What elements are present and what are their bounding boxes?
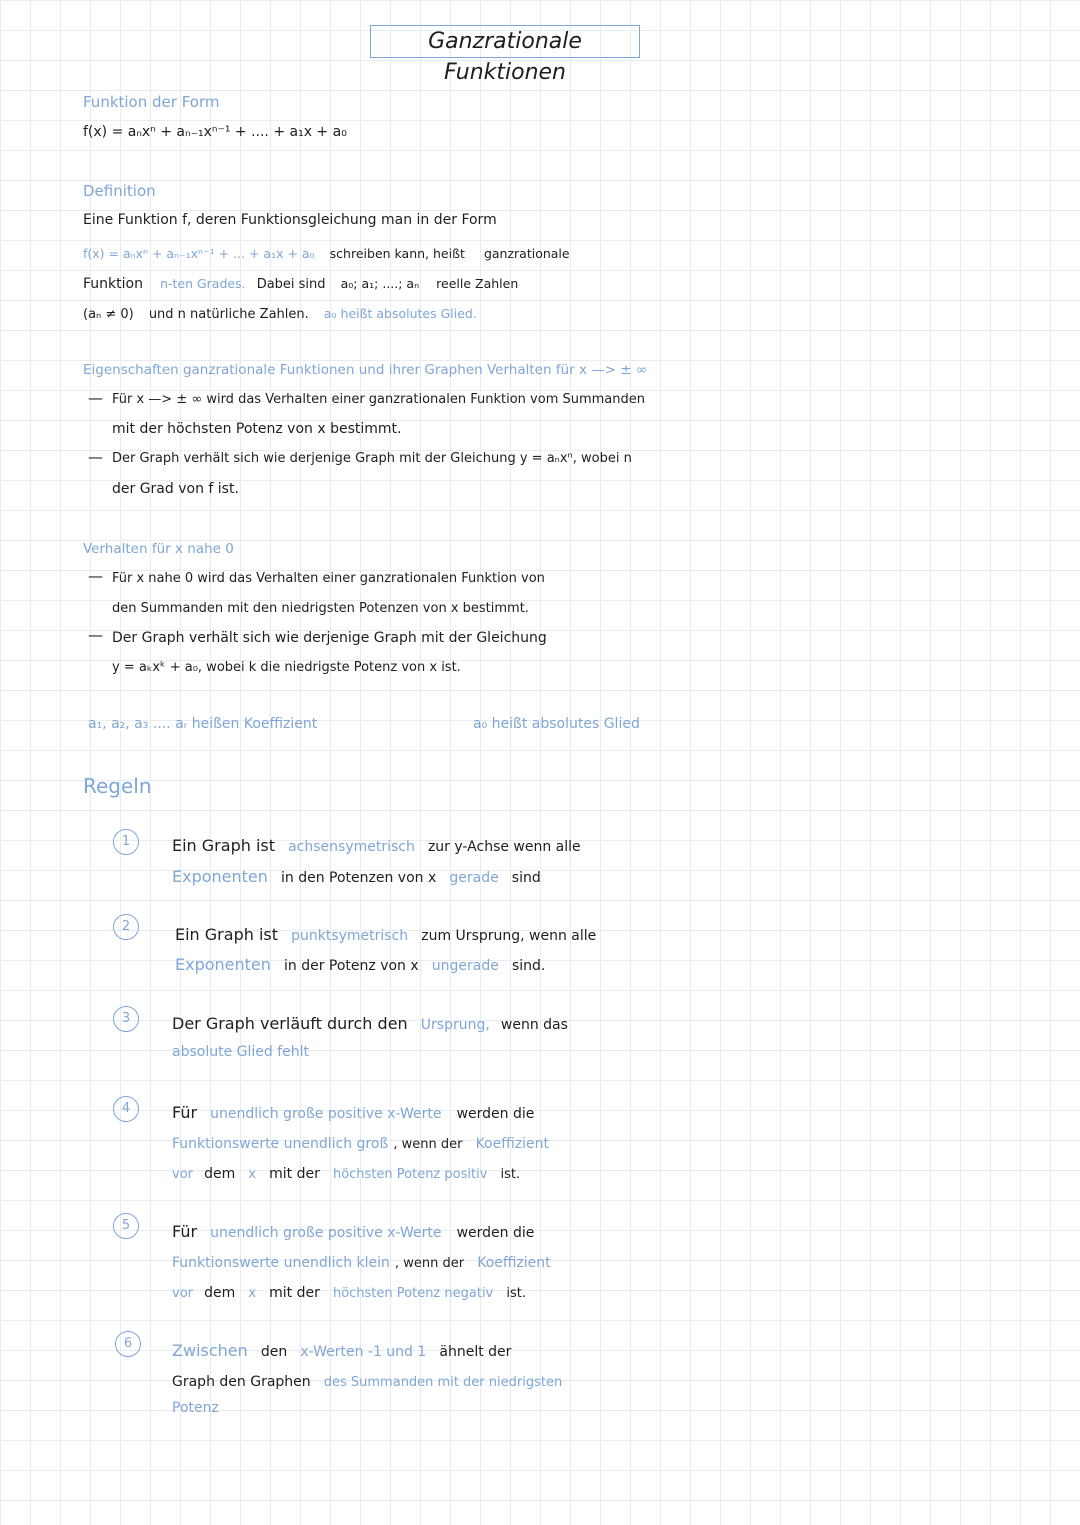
absolute-term-note: a₀ heißt absolutes Glied. [323,306,477,321]
term: Zwischen [172,1341,248,1360]
definition-formula: f(x) = aₙxⁿ + aₙ₋₁xⁿ⁻¹ + ... + a₁x + a₀ [83,246,315,261]
text: Für [172,1103,198,1122]
infinity-bullet-2-line-2: der Grad von f ist. [112,481,239,497]
text: wenn das [500,1017,568,1033]
text: Der Graph verläuft durch den [172,1014,408,1033]
definition-line-4 [83,303,477,322]
term: Funktionswerte unendlich klein [172,1255,390,1271]
rule-1-line-1 [172,836,581,855]
real-numbers-text: reelle Zahlen [436,276,519,291]
text: sind. [511,958,546,974]
term: des Summanden mit der niedrigsten [323,1375,563,1390]
term: Exponenten [175,955,271,974]
text: in den Potenzen von x [281,870,437,886]
rule-1-line-2 [172,867,541,886]
zero-bullet-1-line-1: Für x nahe 0 wird das Verhalten einer ganzrationalen Funktion von [112,571,545,586]
word-funktion: Funktion [83,276,143,292]
rule-3-line-1 [172,1014,568,1033]
rule-5-line-1 [172,1222,534,1241]
rule-6-line-1 [172,1341,511,1360]
rule-5-line-2 [172,1252,551,1271]
term: unendlich große positive x-Werte [210,1106,442,1122]
rule-number-4: 4 [113,1096,139,1122]
zero-bullet-2-line-1: Der Graph verhält sich wie derjenige Graph mit der Gleichung [112,630,547,646]
rule-number-5: 5 [113,1213,139,1239]
definition-line-1: Eine Funktion f, deren Funktionsgleichung man in der Form [83,212,497,228]
text: ähnelt der [439,1344,512,1360]
bullet-dash: — [88,389,103,407]
rule-number-6: 6 [115,1331,141,1357]
rule-2-line-1 [175,925,596,944]
text: , wenn der [393,1137,463,1152]
term: achsensymetrisch [288,839,415,855]
term: x [248,1286,257,1301]
rule-3-line-2: absolute Glied fehlt [172,1044,310,1060]
definition-term: ganzrationale [483,246,570,261]
text: dem [204,1285,236,1301]
rule-number-1: 1 [113,829,139,855]
rule-6-line-3: Potenz [172,1400,219,1416]
nonzero-condition: (aₙ ≠ 0) [83,307,134,322]
term: punktsymetrisch [291,928,409,944]
zero-bullet-2-line-2: y = aₖxᵏ + a₀, wobei k die niedrigste Potenz von x ist. [112,660,461,675]
text: den [260,1344,288,1360]
bullet-dash: — [88,626,103,644]
term: höchsten Potenz positiv [332,1167,488,1182]
text: dem [204,1166,236,1182]
coefficient-note: a₁, a₂, a₃ .... aᵣ heißen Koeffizient [88,716,318,732]
text: sind [511,870,541,886]
term: unendlich große positive x-Werte [210,1225,442,1241]
infinity-bullet-1-line-2: mit der höchsten Potenz von x bestimmt. [112,421,402,437]
definition-heading: Definition [83,182,156,200]
rule-number-2: 2 [113,914,139,940]
rule-2-line-2 [175,955,545,974]
infinity-bullet-1-line-1: Für x —> ± ∞ wird das Verhalten einer ganzrationalen Funktion vom Summanden [112,392,645,407]
term: vor [172,1167,193,1182]
text: Für [172,1222,198,1241]
rule-4-line-2 [172,1133,549,1152]
rule-5-line-3 [172,1282,526,1301]
definition-line-2 [83,243,570,262]
text: zum Ursprung, wenn alle [421,928,597,944]
coefficient-list: a₀; a₁; ....; aₙ [340,276,420,291]
text: zur y-Achse wenn alle [427,839,581,855]
definition-line-3 [83,273,518,292]
bullet-dash: — [88,448,103,466]
text: Ein Graph ist [175,925,278,944]
term: vor [172,1286,193,1301]
general-formula: f(x) = aₙxⁿ + aₙ₋₁xⁿ⁻¹ + .... + a₁x + a₀ [83,124,347,140]
text: mit der [269,1166,320,1182]
degree-term: n-ten Grades. [160,276,246,291]
definition-dabei: Dabei sind [256,277,326,292]
definition-text: schreiben kann, heißt [329,246,465,261]
absolute-term-name: a₀ heißt absolutes Glied [473,716,640,732]
rule-6-line-2 [172,1371,562,1390]
text: , wenn der [395,1256,465,1271]
text: werden die [456,1106,535,1122]
zero-bullet-1-line-2: den Summanden mit den niedrigsten Potenzen von x bestimmt. [112,601,529,616]
rules-heading: Regeln [83,774,152,798]
term: Ursprung, [420,1017,490,1033]
text: ist. [506,1286,526,1301]
bullet-dash: — [88,567,103,585]
term: ungerade [431,958,499,974]
natural-numbers-text: und n natürliche Zahlen. [148,307,309,322]
term: Exponenten [172,867,268,886]
text: in der Potenz von x [284,958,419,974]
term: Funktionswerte unendlich groß [172,1136,389,1152]
infinity-bullet-2-line-1: Der Graph verhält sich wie derjenige Graph mit der Gleichung y = aₙxⁿ, wobei n [112,451,632,466]
zero-heading: Verhalten für x nahe 0 [83,541,234,557]
rule-4-line-3 [172,1163,520,1182]
form-heading: Funktion der Form [83,93,220,111]
rule-number-3: 3 [113,1006,139,1032]
term: Koeffizient [477,1255,551,1271]
page-title: Ganzrationale Funktionen [370,25,640,58]
term: x-Werten -1 und 1 [300,1344,427,1360]
text: Graph den Graphen [172,1374,311,1390]
infinity-heading: Eigenschaften ganzrationale Funktionen und ihrer Graphen Verhalten für x —> ± ∞ [83,362,648,378]
text: ist. [500,1167,521,1182]
term: höchsten Potenz negativ [332,1286,494,1301]
term: x [248,1167,257,1182]
term: Koeffizient [475,1136,549,1152]
text: werden die [456,1225,535,1241]
text: mit der [269,1285,320,1301]
text: Ein Graph ist [172,836,275,855]
rule-4-line-1 [172,1103,534,1122]
term: gerade [449,870,499,886]
